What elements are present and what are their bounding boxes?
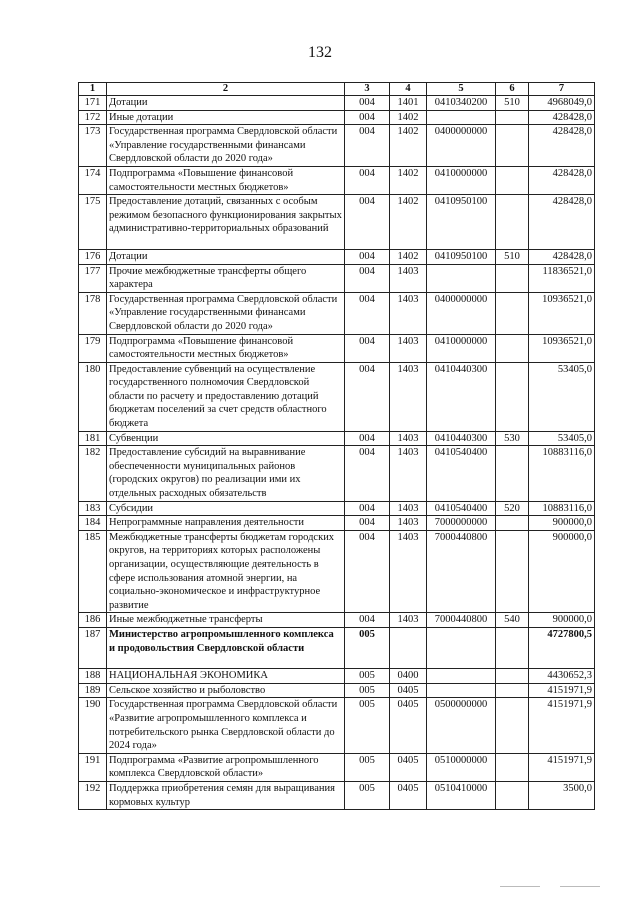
row-expense-type: 520 — [496, 501, 529, 516]
row-target-code: 7000440800 — [427, 530, 496, 613]
row-target-code: 0410440300 — [427, 431, 496, 446]
header-col-3: 3 — [345, 83, 390, 96]
row-number: 177 — [79, 264, 107, 292]
row-name: Предоставление субвенций на осуществление государственного полномочия Свердловской области по расчету и предоставлению дотаций бюджетам поселений за счет средств областного бюджета — [107, 362, 345, 431]
row-number: 188 — [79, 669, 107, 684]
row-expense-type — [496, 530, 529, 613]
row-amount: 4151971,9 — [529, 753, 595, 781]
header-col-2: 2 — [107, 83, 345, 96]
row-name: Дотации — [107, 249, 345, 264]
row-amount: 4727800,5 — [529, 627, 595, 668]
row-number: 172 — [79, 110, 107, 125]
row-section-code: 1403 — [390, 264, 427, 292]
row-ministry-code: 004 — [345, 431, 390, 446]
row-number: 185 — [79, 530, 107, 613]
row-expense-type — [496, 683, 529, 698]
row-amount: 53405,0 — [529, 431, 595, 446]
row-ministry-code: 004 — [345, 446, 390, 501]
row-ministry-code: 004 — [345, 96, 390, 111]
row-name: Министерство агропромышленного комплекса и продовольствия Свердловской области — [107, 627, 345, 668]
row-expense-type — [496, 753, 529, 781]
row-name: Субвенции — [107, 431, 345, 446]
row-ministry-code: 004 — [345, 516, 390, 531]
row-target-code: 0400000000 — [427, 292, 496, 334]
row-target-code: 0410440300 — [427, 362, 496, 431]
table-row — [79, 125, 595, 167]
row-ministry-code: 005 — [345, 627, 390, 668]
row-name: Предоставление дотаций, связанных с особым режимом безопасного функционирования закрытых административно-территориальных образований — [107, 195, 345, 250]
row-amount: 4968049,0 — [529, 96, 595, 111]
table-row — [79, 683, 595, 698]
row-section-code: 1403 — [390, 362, 427, 431]
table-row — [79, 698, 595, 753]
page-number: 132 — [308, 44, 332, 61]
row-number: 176 — [79, 249, 107, 264]
row-section-code: 0400 — [390, 669, 427, 684]
row-amount: 428428,0 — [529, 125, 595, 167]
row-amount: 428428,0 — [529, 249, 595, 264]
table-row — [79, 431, 595, 446]
row-name: Иные межбюджетные трансферты — [107, 613, 345, 628]
row-number: 186 — [79, 613, 107, 628]
row-expense-type — [496, 446, 529, 501]
row-target-code: 7000000000 — [427, 516, 496, 531]
row-expense-type: 530 — [496, 431, 529, 446]
row-name: Государственная программа Свердловской области «Управление государственными финансами Свердловской области до 2020 года» — [107, 292, 345, 334]
row-expense-type — [496, 669, 529, 684]
table-row — [79, 166, 595, 194]
row-target-code — [427, 264, 496, 292]
row-name: Подпрограмма «Повышение финансовой самостоятельности местных бюджетов» — [107, 166, 345, 194]
row-ministry-code: 005 — [345, 669, 390, 684]
row-name: Государственная программа Свердловской области «Управление государственными финансами Свердловской области до 2020 года» — [107, 125, 345, 167]
row-expense-type: 510 — [496, 249, 529, 264]
row-number: 174 — [79, 166, 107, 194]
row-ministry-code: 004 — [345, 195, 390, 250]
row-ministry-code: 005 — [345, 683, 390, 698]
row-section-code — [390, 627, 427, 668]
row-target-code — [427, 110, 496, 125]
row-number: 184 — [79, 516, 107, 531]
header-col-6: 6 — [496, 83, 529, 96]
row-expense-type — [496, 698, 529, 753]
row-section-code: 1402 — [390, 195, 427, 250]
header-row — [79, 83, 595, 96]
row-number: 182 — [79, 446, 107, 501]
row-section-code: 1403 — [390, 613, 427, 628]
row-target-code — [427, 683, 496, 698]
row-ministry-code: 004 — [345, 530, 390, 613]
row-expense-type — [496, 125, 529, 167]
footer-rule-right — [560, 886, 600, 887]
row-amount: 11836521,0 — [529, 264, 595, 292]
row-expense-type — [496, 516, 529, 531]
row-expense-type — [496, 627, 529, 668]
table-row — [79, 627, 595, 668]
table-row — [79, 96, 595, 111]
table-row — [79, 613, 595, 628]
row-name: Прочие межбюджетные трансферты общего характера — [107, 264, 345, 292]
row-number: 183 — [79, 501, 107, 516]
row-expense-type — [496, 292, 529, 334]
row-number: 173 — [79, 125, 107, 167]
table-row — [79, 195, 595, 250]
row-number: 189 — [79, 683, 107, 698]
table-body — [79, 96, 595, 810]
row-section-code: 1403 — [390, 530, 427, 613]
table-row — [79, 669, 595, 684]
table-row — [79, 110, 595, 125]
row-expense-type — [496, 166, 529, 194]
row-section-code: 0405 — [390, 683, 427, 698]
row-amount: 428428,0 — [529, 166, 595, 194]
row-amount: 4430652,3 — [529, 669, 595, 684]
row-target-code: 0410950100 — [427, 195, 496, 250]
row-number: 180 — [79, 362, 107, 431]
row-ministry-code: 004 — [345, 362, 390, 431]
row-ministry-code: 004 — [345, 613, 390, 628]
table-row — [79, 516, 595, 531]
table-row — [79, 446, 595, 501]
row-amount: 428428,0 — [529, 195, 595, 250]
table-row — [79, 362, 595, 431]
budget-table — [78, 82, 595, 810]
row-amount: 428428,0 — [529, 110, 595, 125]
row-section-code: 1401 — [390, 96, 427, 111]
row-amount: 4151971,9 — [529, 698, 595, 753]
row-section-code: 1402 — [390, 125, 427, 167]
header-col-5: 5 — [427, 83, 496, 96]
row-target-code: 0410000000 — [427, 166, 496, 194]
row-amount: 900000,0 — [529, 530, 595, 613]
row-target-code: 0410540400 — [427, 446, 496, 501]
row-name: Государственная программа Свердловской области «Развитие агропромышленного комплекса и потребительского рынка Свердловской области до 2024 года» — [107, 698, 345, 753]
row-expense-type: 510 — [496, 96, 529, 111]
row-section-code: 1403 — [390, 501, 427, 516]
row-target-code — [427, 669, 496, 684]
row-number: 190 — [79, 698, 107, 753]
row-amount: 10883116,0 — [529, 446, 595, 501]
row-number: 171 — [79, 96, 107, 111]
table-row — [79, 753, 595, 781]
row-target-code: 7000440800 — [427, 613, 496, 628]
table-row — [79, 781, 595, 809]
row-target-code — [427, 627, 496, 668]
row-expense-type — [496, 195, 529, 250]
row-name: Иные дотации — [107, 110, 345, 125]
row-amount: 900000,0 — [529, 613, 595, 628]
table-row — [79, 530, 595, 613]
row-amount: 53405,0 — [529, 362, 595, 431]
row-section-code: 1403 — [390, 446, 427, 501]
row-name: Подпрограмма «Повышение финансовой самостоятельности местных бюджетов» — [107, 334, 345, 362]
row-expense-type — [496, 362, 529, 431]
row-number: 179 — [79, 334, 107, 362]
row-section-code: 1402 — [390, 110, 427, 125]
table-row — [79, 334, 595, 362]
row-amount: 4151971,9 — [529, 683, 595, 698]
row-number: 192 — [79, 781, 107, 809]
row-ministry-code: 004 — [345, 334, 390, 362]
row-ministry-code: 004 — [345, 166, 390, 194]
row-expense-type — [496, 781, 529, 809]
header-col-1: 1 — [79, 83, 107, 96]
row-section-code: 1402 — [390, 249, 427, 264]
row-expense-type — [496, 110, 529, 125]
row-ministry-code: 005 — [345, 698, 390, 753]
row-expense-type: 540 — [496, 613, 529, 628]
row-target-code: 0410950100 — [427, 249, 496, 264]
row-target-code: 0510410000 — [427, 781, 496, 809]
row-target-code: 0410000000 — [427, 334, 496, 362]
row-target-code: 0510000000 — [427, 753, 496, 781]
row-target-code: 0500000000 — [427, 698, 496, 753]
row-name: Дотации — [107, 96, 345, 111]
row-section-code: 1403 — [390, 292, 427, 334]
row-ministry-code: 005 — [345, 753, 390, 781]
row-amount: 10936521,0 — [529, 334, 595, 362]
row-number: 175 — [79, 195, 107, 250]
row-name: Предоставление субсидий на выравнивание обеспеченности муниципальных районов (городских округов) по реализации ими их отдельных расходных обязательств — [107, 446, 345, 501]
row-name: Поддержка приобретения семян для выращивания кормовых культур — [107, 781, 345, 809]
row-section-code: 0405 — [390, 781, 427, 809]
row-section-code: 0405 — [390, 698, 427, 753]
row-amount: 10936521,0 — [529, 292, 595, 334]
row-amount: 10883116,0 — [529, 501, 595, 516]
row-name: НАЦИОНАЛЬНАЯ ЭКОНОМИКА — [107, 669, 345, 684]
row-number: 187 — [79, 627, 107, 668]
row-target-code: 0410340200 — [427, 96, 496, 111]
row-ministry-code: 004 — [345, 125, 390, 167]
row-section-code: 1403 — [390, 516, 427, 531]
row-amount: 900000,0 — [529, 516, 595, 531]
header-col-4: 4 — [390, 83, 427, 96]
row-name: Непрограммные направления деятельности — [107, 516, 345, 531]
row-name: Межбюджетные трансферты бюджетам городских округов, на территориях которых расположены организации, осуществляющие деятельность в сфере использования атомной энергии, на социально-экономическое и инфраструктурное развитие — [107, 530, 345, 613]
row-number: 191 — [79, 753, 107, 781]
table-row — [79, 501, 595, 516]
header-col-7: 7 — [529, 83, 595, 96]
row-ministry-code: 004 — [345, 249, 390, 264]
table-row — [79, 292, 595, 334]
row-section-code: 0405 — [390, 753, 427, 781]
row-section-code: 1403 — [390, 431, 427, 446]
row-section-code: 1403 — [390, 334, 427, 362]
row-number: 178 — [79, 292, 107, 334]
row-expense-type — [496, 334, 529, 362]
row-target-code: 0400000000 — [427, 125, 496, 167]
table-row — [79, 249, 595, 264]
table-row — [79, 264, 595, 292]
row-target-code: 0410540400 — [427, 501, 496, 516]
row-number: 181 — [79, 431, 107, 446]
row-name: Сельское хозяйство и рыболовство — [107, 683, 345, 698]
row-ministry-code: 004 — [345, 264, 390, 292]
row-name: Субсидии — [107, 501, 345, 516]
row-ministry-code: 004 — [345, 110, 390, 125]
footer-rule-left — [500, 886, 540, 887]
row-amount: 3500,0 — [529, 781, 595, 809]
row-ministry-code: 004 — [345, 501, 390, 516]
row-ministry-code: 005 — [345, 781, 390, 809]
row-expense-type — [496, 264, 529, 292]
row-ministry-code: 004 — [345, 292, 390, 334]
row-section-code: 1402 — [390, 166, 427, 194]
row-name: Подпрограмма «Развитие агропромышленного комплекса Свердловской области» — [107, 753, 345, 781]
